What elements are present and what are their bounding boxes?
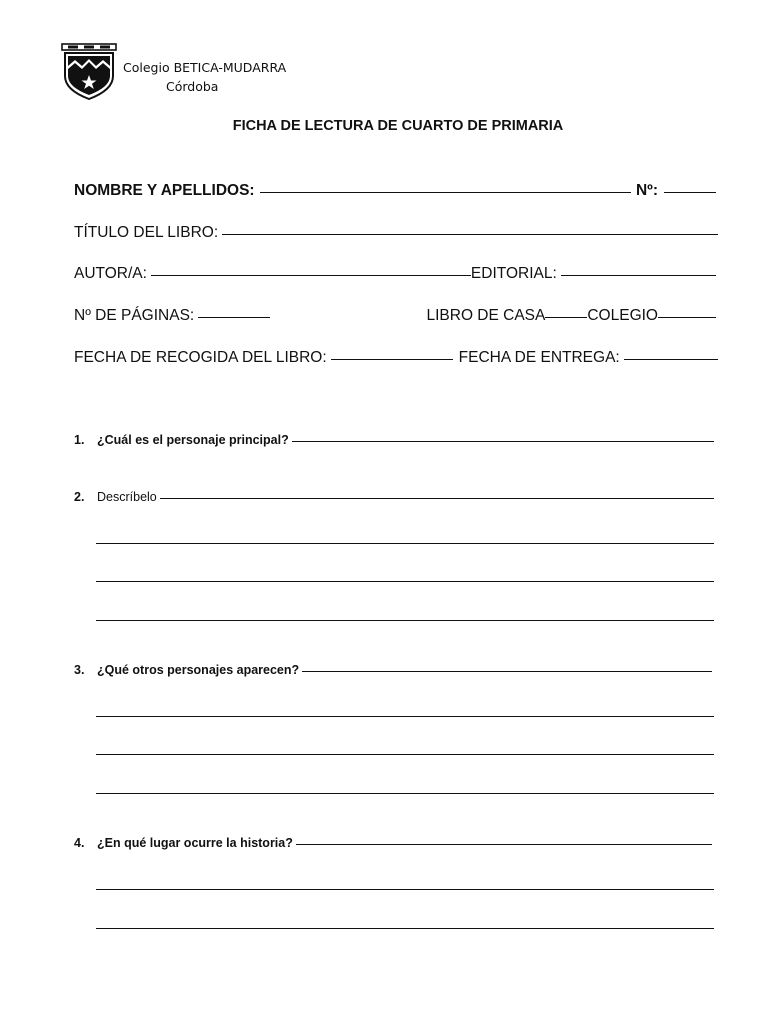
answer-line[interactable]: [292, 441, 714, 442]
book-title-row: [74, 224, 718, 242]
school-crest-icon: [60, 42, 118, 102]
author-label: AUTOR/A:: [74, 265, 147, 282]
answer-line[interactable]: [96, 889, 714, 890]
answer-line[interactable]: [96, 543, 714, 544]
answer-line[interactable]: [96, 928, 714, 929]
answer-line[interactable]: [160, 498, 714, 499]
answer-line[interactable]: [96, 793, 714, 794]
answer-line[interactable]: [96, 716, 714, 717]
school-city: Córdoba: [166, 79, 219, 94]
answer-line[interactable]: [96, 620, 714, 621]
question-number: 3.: [74, 663, 85, 677]
name-field[interactable]: [260, 192, 631, 193]
answer-line[interactable]: [302, 671, 712, 672]
page-title: FICHA DE LECTURA DE CUARTO DE PRIMARIA: [232, 118, 564, 134]
question-text: ¿Qué otros personajes aparecen?: [97, 663, 300, 677]
answer-line[interactable]: [96, 754, 714, 755]
number-field[interactable]: [664, 192, 716, 193]
question-number: 1.: [74, 433, 85, 447]
delivery-date-field[interactable]: [624, 359, 718, 360]
publisher-label: EDITORIAL:: [470, 265, 557, 282]
name-label: NOMBRE Y APELLIDOS:: [74, 182, 255, 199]
author-field[interactable]: [151, 275, 471, 276]
pickup-date-field[interactable]: [331, 359, 453, 360]
home-book-field[interactable]: [545, 317, 587, 318]
home-book-label: LIBRO DE CASA: [426, 307, 546, 324]
book-title-field[interactable]: [222, 234, 718, 235]
book-title-label: TÍTULO DEL LIBRO:: [74, 224, 219, 241]
question-3: [74, 663, 712, 677]
question-1: [74, 433, 714, 447]
answer-line[interactable]: [96, 581, 714, 582]
question-2: [74, 490, 714, 504]
school-logo: [60, 42, 118, 102]
question-4: [74, 836, 712, 850]
pickup-date-label: FECHA DE RECOGIDA DEL LIBRO:: [74, 349, 327, 366]
question-number: 4.: [74, 836, 85, 850]
pages-label: Nº DE PÁGINAS:: [74, 307, 195, 324]
author-row: [74, 265, 716, 283]
name-row: [74, 182, 716, 200]
answer-line[interactable]: [296, 844, 712, 845]
question-text: ¿Cuál es el personaje principal?: [97, 433, 289, 447]
pages-field[interactable]: [198, 317, 270, 318]
question-text: Descríbelo: [97, 490, 157, 504]
delivery-date-label: FECHA DE ENTREGA:: [458, 349, 620, 366]
question-text: ¿En qué lugar ocurre la historia?: [97, 836, 293, 850]
school-book-field[interactable]: [658, 317, 716, 318]
number-label: Nº:: [635, 182, 658, 199]
dates-row: [74, 349, 718, 367]
question-number: 2.: [74, 490, 85, 504]
school-name: Colegio BETICA-MUDARRA: [123, 60, 287, 75]
publisher-field[interactable]: [561, 275, 716, 276]
pages-row: [74, 307, 716, 325]
school-book-label: COLEGIO: [587, 307, 658, 324]
